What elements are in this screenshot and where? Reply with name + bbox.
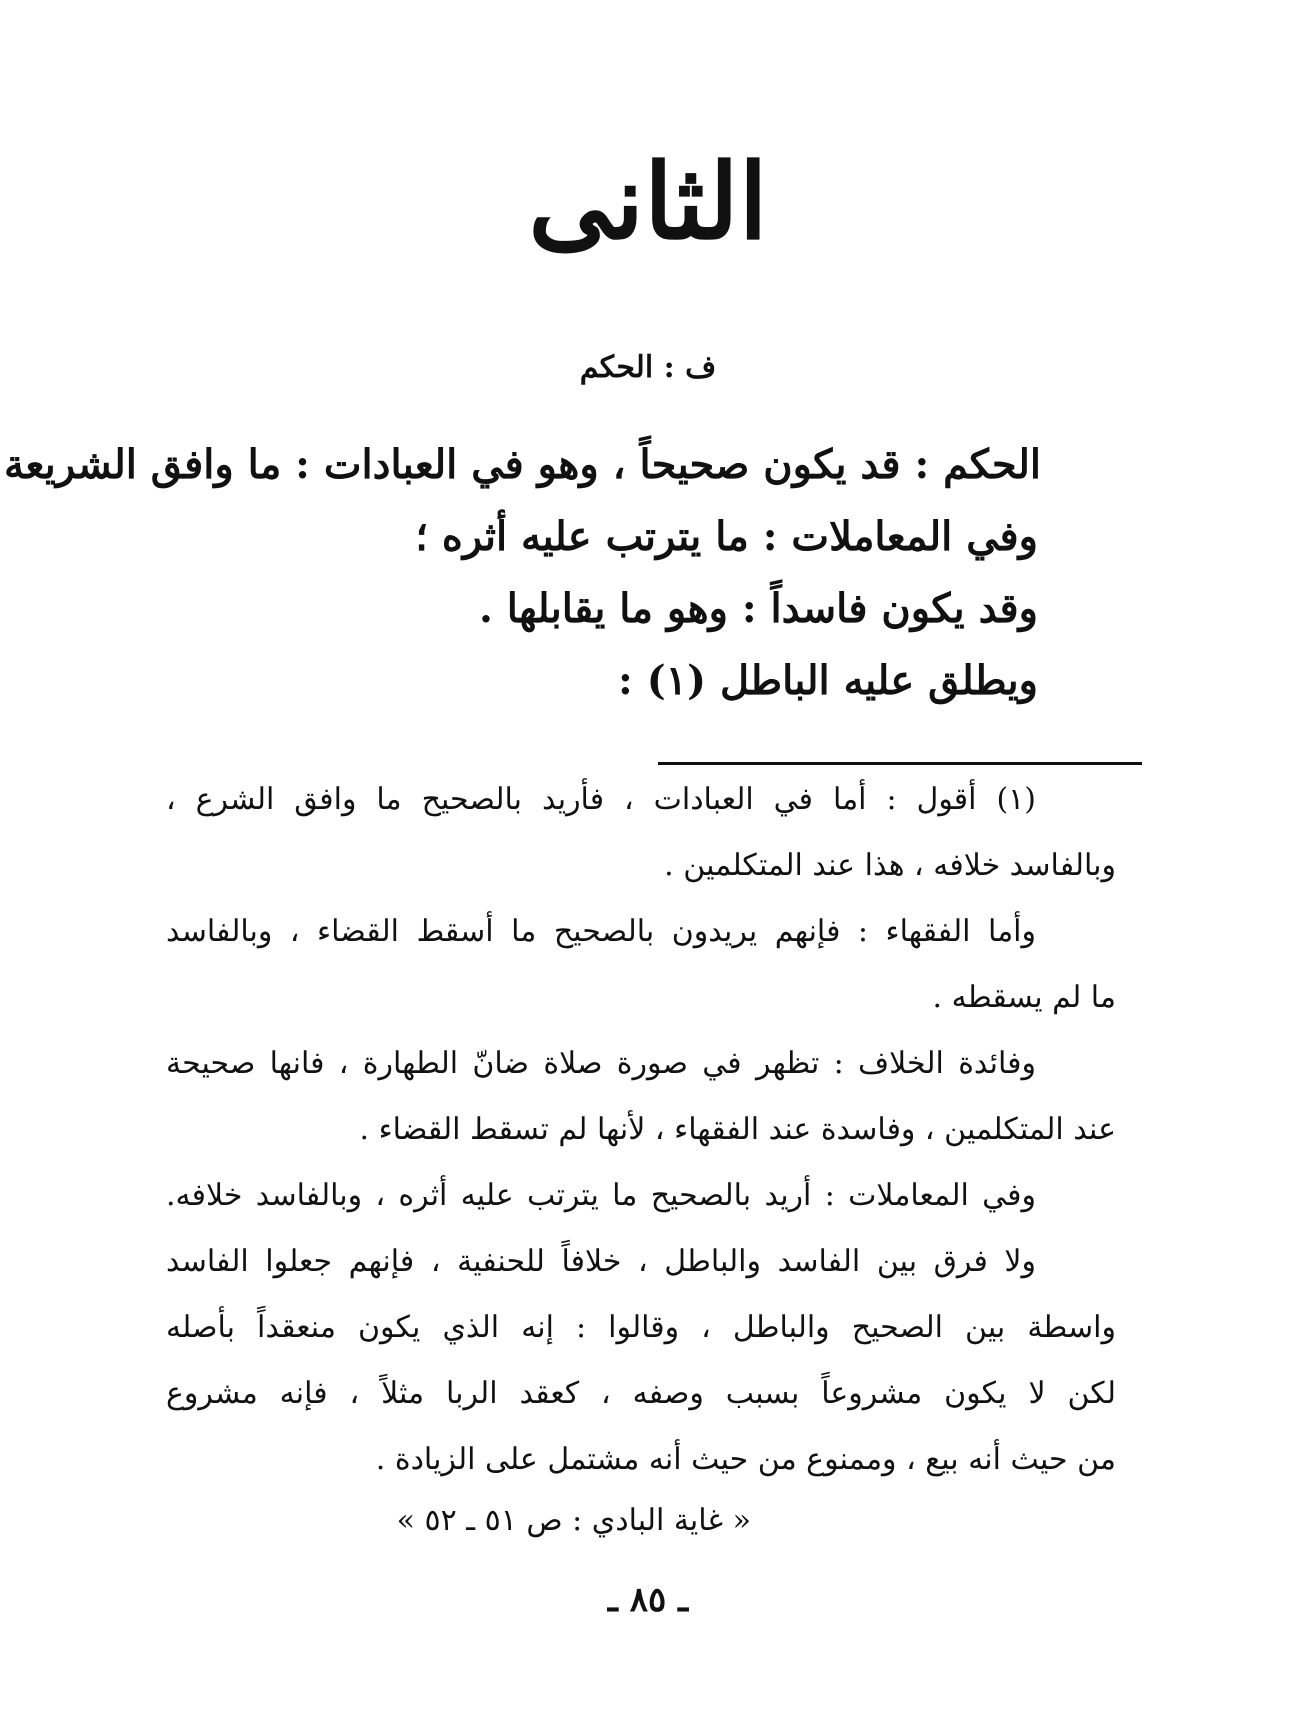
footnote-line: عند المتكلمين ، وفاسدة عند الفقهاء ، لأنها لم تسقط القضاء . (359, 1112, 1116, 1147)
footnote-line: وبالفاسد خلافه ، هذا عند المتكلمين . (664, 848, 1116, 883)
main-text-line: وفي المعاملات : ما يترتب عليه أثره ؛ (415, 513, 1038, 560)
chapter-title: الثانى (528, 140, 768, 263)
main-text-block (3, 441, 1041, 733)
footnote-line: واسطة بين الصحيح والباطل ، وقالوا : إنه الذي يكون منعقداً بأصله (166, 1310, 1116, 1345)
footnote-block (166, 782, 1116, 1511)
footnote-line: ما لم يسقطه . (932, 980, 1116, 1015)
footnote-line: (١) أقول : أما في العبادات ، فأريد بالصحيح ما وافق الشرع ، (166, 782, 1036, 817)
source-reference: « غاية البادي : ص ٥١ ـ ٥٢ » (396, 1503, 751, 1538)
page-number: ـ ٨٥ ـ (607, 1580, 689, 1620)
main-text-line: الحكم : قد يكون صحيحاً ، وهو في العبادات : ما وافق الشريعة (3, 441, 1041, 488)
footnote-line: ولا فرق بين الفاسد والباطل ، خلافاً للحنفية ، فإنهم جعلوا الفاسد (166, 1244, 1036, 1279)
section-label: ف : الحكم (579, 350, 717, 385)
footnote-line: وأما الفقهاء : فإنهم يريدون بالصحيح ما أسقط القضاء ، وبالفاسد (166, 914, 1036, 949)
main-text-line: ويطلق عليه الباطل (١) : (618, 657, 1038, 704)
main-text-line: وقد يكون فاسداً : وهو ما يقابلها . (478, 585, 1038, 632)
footnote-divider (658, 762, 1142, 765)
footnote-line: وفائدة الخلاف : تظهر في صورة صلاة ضانّ الطهارة ، فانها صحيحة (166, 1046, 1036, 1081)
footnote-line: من حيث أنه بيع ، وممنوع من حيث أنه مشتمل على الزيادة . (375, 1442, 1116, 1477)
footnote-line: وفي المعاملات : أريد بالصحيح ما يترتب عليه أثره ، وبالفاسد خلافه. (166, 1178, 1036, 1213)
footnote-line: لكن لا يكون مشروعاً بسبب وصفه ، كعقد الربا مثلاً ، فإنه مشروع (166, 1376, 1116, 1411)
